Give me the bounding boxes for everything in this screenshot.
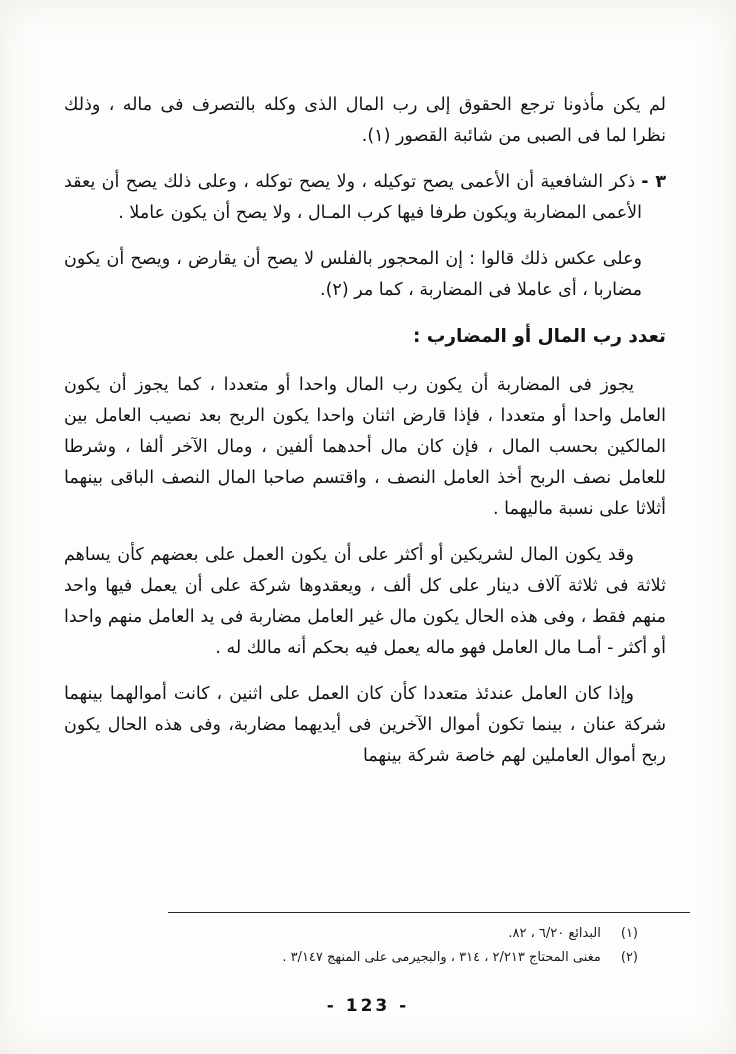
footnote [46,946,690,970]
body-paragraph: وإذا كان العامل عندئذ متعددا كأن كان العمل على اثنين ، كانت أموالهما بينهما شركة عنان ، بينما تكون أموال الآخرين فى أيديهما مضاربة، وفى هذه الحال يكون ربح أموال العاملين لهم خاصة شركة بينهما [64,684,666,766]
section-heading: تعدد رب المال أو المضارب : [412,326,666,347]
footnote-marker: (١) [620,926,638,941]
footnote-marker: (٢) [620,950,638,965]
item-number: ٣ - [641,172,667,192]
footnote-separator [168,912,690,913]
body-paragraph: وقد يكون المال لشريكين أو أكثر على أن يكون العمل على بعضهم كأن يساهم ثلاثة فى ثلاثة آلاف دينار على كل ألف ، ويعقدوها شركة على أن يعمل فيها واحد منهم فقط ، وفى هذه الحال يكون مال غير العامل مضاربة فى يد العامل منهم واحدا أو أكثر - أمـا مال العامل فهو ماله يعمل فيه بحكم أنه مالك له . [64,545,666,658]
body-paragraph: يجوز فى المضاربة أن يكون رب المال واحدا أو متعددا ، كما يجوز أن يكون العامل واحدا أو متعددا ، فإذا قارض اثنان واحدا يكون الربح بعد نصيب العامل بين المالكين بحسب المال ، فإن كان مال أحدهما ألفين ، ومال الآخر ألفا ، وشرطا للعامل نصف الربح أخذ العامل النصف ، واقتسم صاحبا المال النصف الباقى بينهما أثلاثا على نسبة ماليهما . [64,375,666,519]
body-paragraph: لم يكن مأذونا ترجع الحقوق إلى رب المال الذى وكله بالتصرف فى ماله ، وذلك نظرا لما فى الصبى من شائبة القصور (١). [64,95,666,146]
footnote-text: مغنى المحتاج ٢/٢١٣ ، ٣١٤ ، والبجيرمى على المنهج ٣/١٤٧ . [282,950,601,965]
numbered-item [64,167,666,229]
footnote-text: البدائع ٦/٢٠ ، ٨٢. [508,926,601,941]
page-number: - 123 - [326,996,410,1016]
footnote [46,922,690,946]
item-text: ذكر الشافعية أن الأعمى يصح توكيله ، ولا يصح توكله ، وعلى ذلك يصح أن يعقد الأعمى المضاربة ويكون طرفا فيها كرب المـال ، ولا يصح أن يكون عاملا . [64,172,642,223]
body-paragraph: وعلى عكس ذلك قالوا : إن المحجور بالفلس لا يصح أن يقارض ، ويصح أن يكون مضاربا ، أى عاملا فى المضاربة ، كما مر (٢). [64,249,642,300]
footnote-area [46,912,690,1016]
